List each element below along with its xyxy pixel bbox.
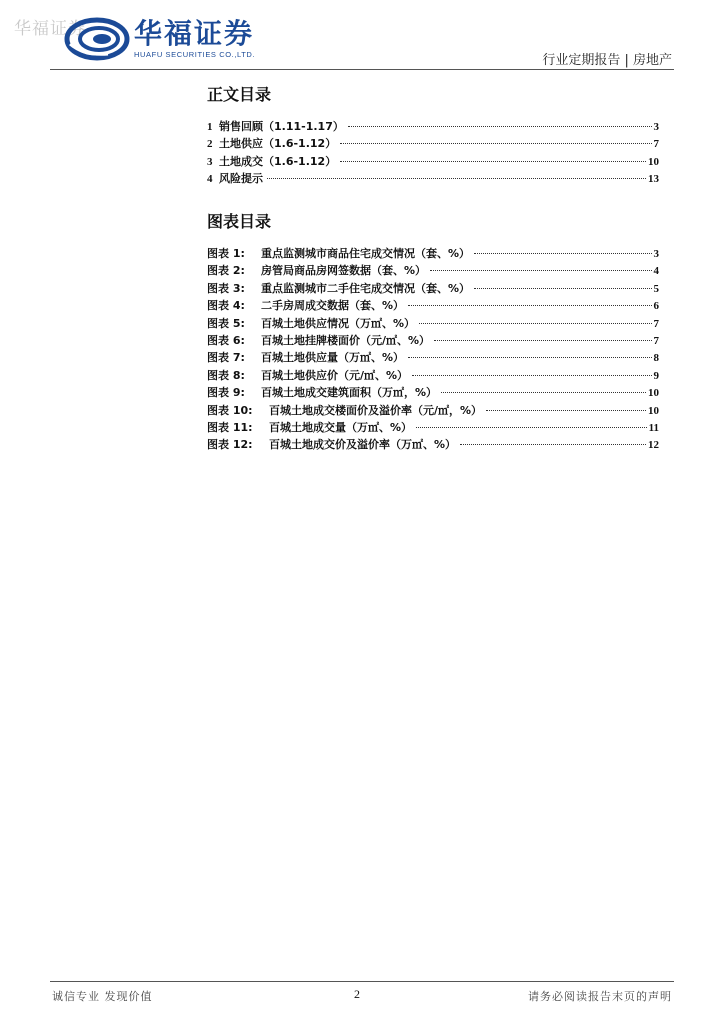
contents-list	[207, 118, 659, 188]
watermark: 华福证券	[14, 19, 86, 39]
report-type: 行业定期报告 | 房地产	[542, 53, 672, 68]
figure-entry[interactable]: 图表 8: 百城土地供应价（元/㎡、%） 9	[207, 368, 659, 382]
figure-entry[interactable]: 图表 2: 房管局商品房网签数据（套、%） 4	[207, 264, 659, 278]
toc-entry[interactable]: 2 土地供应（1.6-1.12） 7	[207, 137, 659, 151]
figure-entry[interactable]: 图表 3: 重点监测城市二手住宅成交情况（套、%） 5	[207, 281, 659, 295]
figure-entry[interactable]: 图表 5: 百城土地供应情况（万㎡、%） 7	[207, 316, 659, 330]
footer-disclaimer: 请务必阅读报告末页的声明	[528, 990, 672, 1003]
contents-title: 正文目录	[207, 85, 272, 104]
logo-chinese-name: 华福证券	[134, 17, 255, 50]
figure-entry[interactable]: 图表 11: 百城土地成交量（万㎡、%） 11	[207, 420, 659, 434]
footer-divider	[50, 981, 674, 982]
toc-entry[interactable]: 3 土地成交（1.6-1.12） 10	[207, 154, 659, 168]
figure-entry[interactable]: 图表 10: 百城土地成交楼面价及溢价率（元/㎡，%） 10	[207, 403, 659, 417]
figure-entry[interactable]: 图表 7: 百城土地供应量（万㎡、%） 8	[207, 351, 659, 365]
logo-english-name: HUAFU SECURITIES CO.,LTD.	[134, 50, 256, 59]
header-divider	[50, 69, 674, 70]
figure-entry[interactable]: 图表 12: 百城土地成交价及溢价率（万㎡、%） 12	[207, 438, 659, 452]
toc-entry[interactable]: 4 风险提示 13	[207, 172, 659, 186]
footer-slogan: 诚信专业 发现价值	[52, 990, 153, 1003]
company-logo	[64, 16, 255, 62]
figures-list	[207, 245, 659, 454]
figures-title: 图表目录	[207, 212, 272, 231]
swirl-logo-icon	[64, 16, 130, 62]
figure-entry[interactable]: 图表 9: 百城土地成交建筑面积（万㎡，%） 10	[207, 386, 659, 400]
page-number: 2	[354, 987, 360, 1001]
figure-entry[interactable]: 图表 4: 二手房周成交数据（套、%） 6	[207, 299, 659, 313]
figure-entry[interactable]: 图表 6: 百城土地挂牌楼面价（元/㎡、%） 7	[207, 333, 659, 347]
figure-entry[interactable]: 图表 1: 重点监测城市商品住宅成交情况（套、%） 3	[207, 247, 659, 260]
toc-entry[interactable]: 1 销售回顾（1.11-1.17） 3	[207, 120, 659, 133]
